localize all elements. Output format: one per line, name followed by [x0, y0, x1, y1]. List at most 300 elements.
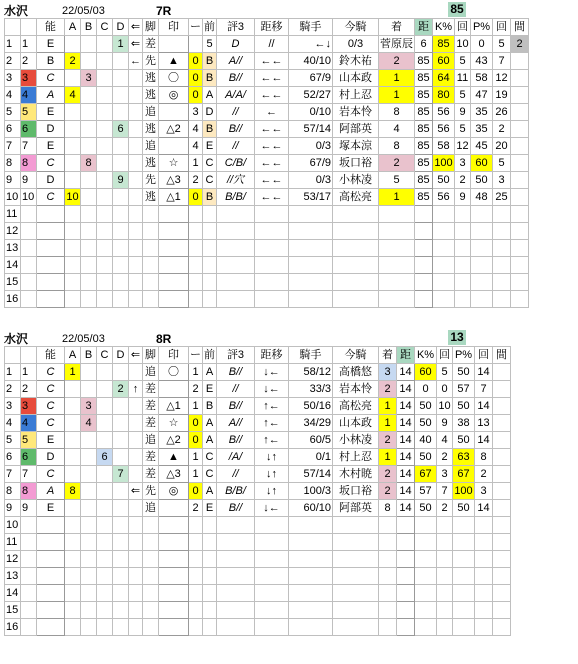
cell-ability-grade: C — [37, 381, 65, 398]
cell-rank-b: 4 — [81, 415, 97, 432]
cell-distance: 14 — [397, 398, 415, 415]
cell-rank-a: 4 — [65, 87, 81, 104]
header-k-count[interactable]: 回 — [455, 19, 471, 36]
cell-jockey-record: 0/10 — [289, 104, 333, 121]
cell-rank-c — [97, 432, 113, 449]
cell-ability-grade — [37, 274, 65, 291]
cell-move-arrow — [129, 206, 143, 223]
header-move-arrow[interactable]: ⇐ — [129, 347, 143, 364]
header-interval[interactable]: 間 — [493, 347, 511, 364]
cell-rank-b — [81, 121, 97, 138]
cell-mark — [159, 274, 189, 291]
cell-rank-minus: 2 — [189, 172, 203, 189]
header-distance[interactable]: 距 — [397, 347, 415, 364]
cell-running-style: 先 — [143, 483, 159, 500]
cell-current-jockey — [333, 223, 379, 240]
table-row[interactable] — [5, 364, 511, 381]
cell-rank-d — [113, 619, 129, 636]
table-row[interactable] — [5, 70, 529, 87]
cell-distance: 14 — [397, 364, 415, 381]
header-eval-3[interactable]: 評3 — [217, 347, 255, 364]
cell-finish: 4 — [379, 121, 415, 138]
header-interval[interactable]: 間 — [511, 19, 529, 36]
cell-mark — [159, 257, 189, 274]
cell-p-count: 5 — [493, 36, 511, 53]
table-row[interactable] — [5, 500, 511, 517]
cell-front-grade — [203, 517, 217, 534]
cell-k-percent — [415, 585, 437, 602]
cell-jockey-record: 33/3 — [289, 381, 333, 398]
header-move-arrow[interactable]: ⇐ — [129, 19, 143, 36]
cell-move-arrow — [129, 568, 143, 585]
header-ability-grade[interactable]: 能 — [37, 347, 65, 364]
cell-mark — [159, 619, 189, 636]
cell-p-percent: 0 — [471, 36, 493, 53]
cell-jockey-record — [289, 585, 333, 602]
cell-distance-change — [255, 257, 289, 274]
cell-p-percent — [453, 568, 475, 585]
cell-current-jockey — [333, 240, 379, 257]
cell-move-arrow — [129, 364, 143, 381]
cell-distance: 85 — [415, 155, 433, 172]
cell-rank-a — [65, 398, 81, 415]
cell-rank-minus — [189, 534, 203, 551]
cell-ability-grade — [37, 619, 65, 636]
cell-k-count: 3 — [437, 466, 453, 483]
table-row[interactable] — [5, 415, 511, 432]
cell-rank-minus: 0 — [189, 87, 203, 104]
cell-horse-number — [21, 240, 37, 257]
cell-interval — [493, 619, 511, 636]
table-row[interactable] — [5, 121, 529, 138]
cell-move-arrow — [129, 257, 143, 274]
cell-rank-minus — [189, 36, 203, 53]
header-p-count[interactable]: 回 — [475, 347, 493, 364]
cell-row-index: 14 — [5, 257, 21, 274]
cell-distance-change — [255, 223, 289, 240]
header-jockey-record[interactable]: 騎手 — [289, 19, 333, 36]
table-row[interactable] — [5, 257, 529, 274]
cell-rank-b — [81, 223, 97, 240]
cell-rank-b — [81, 138, 97, 155]
cell-p-percent: 48 — [471, 189, 493, 206]
cell-move-arrow — [129, 104, 143, 121]
table-row[interactable] — [5, 189, 529, 206]
cell-running-style — [143, 585, 159, 602]
cell-jockey-record: 58/12 — [289, 364, 333, 381]
cell-k-count: 10 — [437, 398, 453, 415]
cell-current-jockey — [333, 291, 379, 308]
cell-distance — [397, 619, 415, 636]
cell-rank-minus: 4 — [189, 138, 203, 155]
cell-k-count: 11 — [455, 70, 471, 87]
cell-k-percent: 60 — [415, 364, 437, 381]
cell-p-percent: 45 — [471, 138, 493, 155]
cell-distance-change: // — [255, 36, 289, 53]
cell-distance: 14 — [397, 466, 415, 483]
cell-rank-c — [97, 257, 113, 274]
cell-distance — [397, 517, 415, 534]
table-row[interactable] — [5, 240, 529, 257]
cell-horse-number: 1 — [21, 364, 37, 381]
cell-rank-c — [97, 534, 113, 551]
cell-rank-minus — [189, 551, 203, 568]
cell-k-percent: 60 — [433, 53, 455, 70]
cell-horse-number: 3 — [21, 70, 37, 87]
header-front-grade[interactable]: 前 — [203, 19, 217, 36]
header-distance-change[interactable]: 距移 — [255, 19, 289, 36]
cell-rank-a — [65, 619, 81, 636]
cell-p-count: 14 — [475, 364, 493, 381]
cell-ability-grade: E — [37, 138, 65, 155]
cell-eval-3: B// — [217, 70, 255, 87]
cell-row-index: 3 — [5, 398, 21, 415]
cell-jockey-record: 50/16 — [289, 398, 333, 415]
table-row[interactable] — [5, 53, 529, 70]
cell-ability-grade — [37, 257, 65, 274]
cell-interval — [493, 534, 511, 551]
table-row[interactable] — [5, 619, 511, 636]
table-row[interactable] — [5, 568, 511, 585]
header-k-count[interactable]: 回 — [437, 347, 453, 364]
header-p-percent[interactable]: P% — [471, 19, 493, 36]
cell-finish: 5 — [379, 172, 415, 189]
cell-distance-change — [255, 568, 289, 585]
cell-interval — [493, 432, 511, 449]
header-rank-c[interactable]: C — [97, 19, 113, 36]
cell-rank-minus — [189, 257, 203, 274]
cell-row-index: 11 — [5, 534, 21, 551]
table-row[interactable] — [5, 155, 529, 172]
cell-distance: 85 — [415, 104, 433, 121]
cell-interval — [493, 551, 511, 568]
cell-rank-a — [65, 121, 81, 138]
cell-distance — [415, 223, 433, 240]
cell-rank-b: 3 — [81, 70, 97, 87]
header-p-percent[interactable]: P% — [453, 347, 475, 364]
cell-interval — [493, 398, 511, 415]
cell-rank-a: 10 — [65, 189, 81, 206]
cell-mark — [159, 534, 189, 551]
cell-k-percent — [433, 240, 455, 257]
cell-current-jockey — [333, 568, 379, 585]
cell-current-jockey: 山本政 — [333, 70, 379, 87]
cell-rank-a — [65, 568, 81, 585]
cell-p-count — [493, 240, 511, 257]
cell-rank-minus: 1 — [189, 155, 203, 172]
cell-horse-number: 8 — [21, 483, 37, 500]
cell-rank-d — [113, 240, 129, 257]
cell-rank-a — [65, 206, 81, 223]
header-k-percent[interactable]: K% — [415, 347, 437, 364]
table-row[interactable] — [5, 36, 529, 53]
cell-front-grade — [203, 206, 217, 223]
cell-k-count — [437, 551, 453, 568]
header-horse-number[interactable] — [21, 347, 37, 364]
cell-p-percent: 63 — [453, 449, 475, 466]
table-row[interactable] — [5, 381, 511, 398]
cell-distance-change: ↓← — [255, 381, 289, 398]
table-row[interactable] — [5, 602, 511, 619]
header-finish[interactable]: 着 — [379, 19, 415, 36]
header-ability-grade[interactable]: 能 — [37, 19, 65, 36]
cell-horse-number: 1 — [21, 36, 37, 53]
cell-p-count: 7 — [475, 381, 493, 398]
cell-ability-grade — [37, 223, 65, 240]
cell-rank-a — [65, 602, 81, 619]
cell-rank-b — [81, 500, 97, 517]
cell-current-jockey: 小林凌 — [333, 432, 379, 449]
cell-mark — [159, 602, 189, 619]
cell-jockey-record: 0/3 — [289, 172, 333, 189]
cell-interval — [511, 87, 529, 104]
cell-distance-change — [255, 585, 289, 602]
cell-front-grade: A — [203, 432, 217, 449]
cell-finish — [379, 274, 415, 291]
cell-p-count: 5 — [493, 155, 511, 172]
cell-rank-d: 9 — [113, 172, 129, 189]
header-rank-minus[interactable]: ー — [189, 19, 203, 36]
cell-row-index: 11 — [5, 206, 21, 223]
cell-front-grade: C — [203, 449, 217, 466]
header-front-grade[interactable]: 前 — [203, 347, 217, 364]
cell-current-jockey: 岩本怜 — [333, 381, 379, 398]
cell-k-count: 9 — [437, 415, 453, 432]
cell-front-grade: C — [203, 155, 217, 172]
cell-k-percent: 57 — [415, 483, 437, 500]
cell-rank-a: 2 — [65, 53, 81, 70]
cell-rank-c — [97, 240, 113, 257]
cell-k-count: 10 — [455, 36, 471, 53]
table-row[interactable] — [5, 432, 511, 449]
cell-mark — [159, 206, 189, 223]
cell-finish: 3 — [379, 364, 397, 381]
cell-distance: 85 — [415, 87, 433, 104]
cell-mark — [159, 36, 189, 53]
cell-front-grade: A — [203, 415, 217, 432]
cell-running-style — [143, 602, 159, 619]
cell-front-grade: A — [203, 364, 217, 381]
cell-finish — [379, 534, 397, 551]
header-finish[interactable]: 着 — [379, 347, 397, 364]
header-distance[interactable]: 距 — [415, 19, 433, 36]
header-rank-b[interactable]: B — [81, 19, 97, 36]
cell-distance-change — [255, 206, 289, 223]
venue-label: 水沢 — [4, 332, 29, 346]
cell-horse-number: 9 — [21, 172, 37, 189]
cell-horse-number: 6 — [21, 449, 37, 466]
table-row[interactable] — [5, 138, 529, 155]
cell-eval-3 — [217, 206, 255, 223]
cell-rank-d — [113, 517, 129, 534]
cell-running-style: 逃 — [143, 155, 159, 172]
cell-rank-a — [65, 104, 81, 121]
cell-move-arrow — [129, 432, 143, 449]
header-rank-b[interactable]: B — [81, 347, 97, 364]
cell-front-grade — [203, 223, 217, 240]
cell-p-percent: 100 — [453, 483, 475, 500]
cell-rank-minus: 2 — [189, 381, 203, 398]
cell-p-percent: 57 — [453, 381, 475, 398]
header-rank-a[interactable]: A — [65, 347, 81, 364]
cell-interval: 2 — [511, 36, 529, 53]
cell-running-style — [143, 223, 159, 240]
cell-rank-minus — [189, 291, 203, 308]
header-rank-d[interactable]: D — [113, 347, 129, 364]
cell-ability-grade: C — [37, 466, 65, 483]
cell-k-count — [437, 602, 453, 619]
cell-rank-a — [65, 172, 81, 189]
cell-finish — [379, 257, 415, 274]
header-running-style[interactable]: 脚 — [143, 347, 159, 364]
cell-rank-a — [65, 534, 81, 551]
cell-rank-minus — [189, 619, 203, 636]
cell-k-percent: 80 — [433, 87, 455, 104]
header-rank-a[interactable]: A — [65, 19, 81, 36]
table-row[interactable] — [5, 291, 529, 308]
cell-ability-grade: C — [37, 70, 65, 87]
header-running-style[interactable]: 脚 — [143, 19, 159, 36]
header-mark[interactable]: 印 — [159, 19, 189, 36]
cell-horse-number — [21, 568, 37, 585]
cell-distance-change: ←← — [255, 155, 289, 172]
table-row[interactable] — [5, 206, 529, 223]
cell-jockey-record — [289, 223, 333, 240]
cell-running-style: 差 — [143, 398, 159, 415]
table-row[interactable] — [5, 466, 511, 483]
cell-row-index: 6 — [5, 449, 21, 466]
cell-running-style: 追 — [143, 500, 159, 517]
table-row[interactable] — [5, 274, 529, 291]
cell-rank-b: 8 — [81, 155, 97, 172]
cell-interval — [511, 274, 529, 291]
cell-distance-change: ←← — [255, 87, 289, 104]
cell-rank-b — [81, 206, 97, 223]
cell-interval — [511, 155, 529, 172]
cell-front-grade: C — [203, 172, 217, 189]
table-row[interactable] — [5, 398, 511, 415]
cell-move-arrow — [129, 551, 143, 568]
header-eval-3[interactable]: 評3 — [217, 19, 255, 36]
cell-k-percent — [433, 257, 455, 274]
cell-row-index: 1 — [5, 364, 21, 381]
cell-k-count: 2 — [455, 172, 471, 189]
cell-ability-grade — [37, 568, 65, 585]
cell-eval-3: B// — [217, 500, 255, 517]
table-row[interactable] — [5, 223, 529, 240]
header-current-jockey[interactable]: 今騎 — [333, 347, 379, 364]
distance-tag: 85 — [448, 2, 466, 17]
cell-move-arrow — [129, 619, 143, 636]
table-row[interactable] — [5, 104, 529, 121]
cell-rank-b — [81, 534, 97, 551]
cell-distance: 14 — [397, 415, 415, 432]
cell-rank-c — [97, 517, 113, 534]
header-distance-change[interactable]: 距移 — [255, 347, 289, 364]
cell-mark: △3 — [159, 172, 189, 189]
cell-rank-a — [65, 415, 81, 432]
cell-finish: 1 — [379, 87, 415, 104]
cell-rank-a — [65, 551, 81, 568]
header-k-percent[interactable]: K% — [433, 19, 455, 36]
cell-rank-b — [81, 381, 97, 398]
cell-rank-c — [97, 381, 113, 398]
cell-row-index: 2 — [5, 381, 21, 398]
cell-distance — [415, 240, 433, 257]
cell-rank-b — [81, 189, 97, 206]
cell-k-percent: 67 — [415, 466, 437, 483]
cell-rank-c — [97, 500, 113, 517]
header-mark[interactable]: 印 — [159, 347, 189, 364]
cell-move-arrow — [129, 189, 143, 206]
header-row-index[interactable] — [5, 347, 21, 364]
header-jockey-record[interactable]: 騎手 — [289, 347, 333, 364]
cell-eval-3: B/B/ — [217, 483, 255, 500]
cell-p-percent: 38 — [453, 415, 475, 432]
cell-current-jockey: 山本政 — [333, 415, 379, 432]
cell-row-index: 10 — [5, 189, 21, 206]
cell-finish: 1 — [379, 449, 397, 466]
cell-distance: 85 — [415, 138, 433, 155]
cell-interval — [493, 449, 511, 466]
table-row[interactable] — [5, 517, 511, 534]
cell-rank-a — [65, 155, 81, 172]
cell-k-percent — [433, 206, 455, 223]
cell-running-style — [143, 291, 159, 308]
cell-rank-b — [81, 602, 97, 619]
header-row-index[interactable] — [5, 19, 21, 36]
cell-k-count: 9 — [455, 189, 471, 206]
table-row[interactable] — [5, 87, 529, 104]
cell-front-grade: B — [203, 189, 217, 206]
table-row[interactable] — [5, 585, 511, 602]
cell-jockey-record: 0/3 — [289, 138, 333, 155]
cell-k-count: 3 — [455, 155, 471, 172]
cell-rank-d — [113, 568, 129, 585]
cell-distance-change — [255, 240, 289, 257]
table-row[interactable] — [5, 534, 511, 551]
cell-distance — [415, 257, 433, 274]
cell-rank-d — [113, 432, 129, 449]
cell-rank-minus: 0 — [189, 53, 203, 70]
cell-rank-b — [81, 432, 97, 449]
table-row[interactable] — [5, 449, 511, 466]
cell-rank-c — [97, 551, 113, 568]
header-rank-minus[interactable]: ー — [189, 347, 203, 364]
cell-horse-number: 8 — [21, 155, 37, 172]
table-row[interactable] — [5, 551, 511, 568]
cell-k-count — [455, 206, 471, 223]
header-rank-c[interactable]: C — [97, 347, 113, 364]
header-horse-number[interactable] — [21, 19, 37, 36]
cell-eval-3 — [217, 602, 255, 619]
table-row[interactable] — [5, 172, 529, 189]
table-row[interactable] — [5, 483, 511, 500]
cell-rank-b — [81, 364, 97, 381]
header-rank-d[interactable]: D — [113, 19, 129, 36]
cell-running-style: 差 — [143, 36, 159, 53]
cell-k-percent: 50 — [433, 172, 455, 189]
cell-finish: 2 — [379, 483, 397, 500]
cell-rank-minus — [189, 206, 203, 223]
cell-row-index: 10 — [5, 517, 21, 534]
cell-rank-d — [113, 585, 129, 602]
header-current-jockey[interactable]: 今騎 — [333, 19, 379, 36]
header-p-count[interactable]: 回 — [493, 19, 511, 36]
cell-k-percent — [433, 274, 455, 291]
cell-front-grade — [203, 619, 217, 636]
cell-distance-change — [255, 517, 289, 534]
